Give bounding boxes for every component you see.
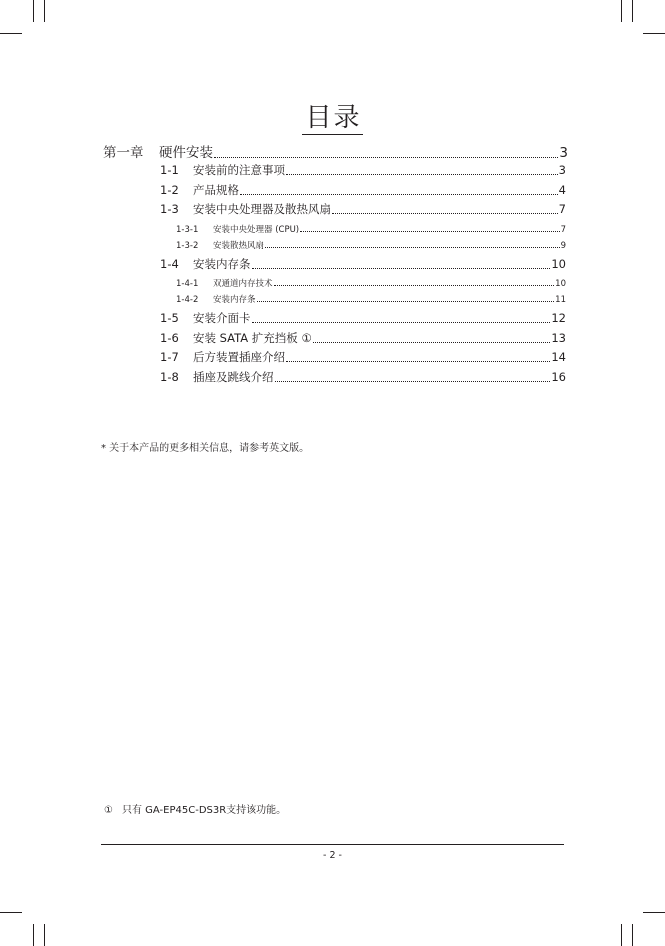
toc-label: 安装内存条 (213, 295, 256, 305)
toc-leader (240, 194, 558, 195)
crop-mark (0, 912, 22, 913)
toc-page: 7 (560, 225, 566, 235)
toc-page: 7 (558, 202, 566, 216)
toc-label: 产品规格 (193, 183, 239, 197)
toc-page: 14 (551, 350, 566, 364)
toc-leader (286, 361, 550, 362)
crop-mark (632, 0, 633, 22)
toc-page: 9 (560, 241, 566, 251)
toc-leader (252, 322, 551, 323)
toc-page: 10 (555, 279, 566, 289)
toc-leader (257, 301, 555, 302)
toc-number: 1-3-2 (176, 241, 199, 251)
toc-page: 13 (551, 331, 566, 345)
toc-number: 1-5 (160, 311, 179, 325)
toc-label: 安装中央处理器 (CPU) (213, 225, 300, 235)
toc-leader (332, 213, 558, 214)
toc-number: 1-4 (160, 257, 179, 271)
toc-entry-1-3-1[interactable] (176, 223, 566, 235)
toc-entry-1-3-2[interactable] (176, 239, 566, 251)
toc-label: 安装散热风扇 (213, 241, 265, 251)
crop-mark (632, 924, 633, 946)
crop-mark (33, 0, 34, 22)
footnote-text: 只有 GA-EP45C-DS3R支持该功能。 (122, 805, 287, 816)
toc-number: 1-1 (160, 163, 179, 177)
toc-label: 插座及跳线介绍 (193, 370, 274, 384)
toc-entry-1-7[interactable] (160, 349, 566, 365)
toc-label: 安装 SATA 扩充挡板 ① (193, 331, 312, 345)
toc-page: 12 (551, 311, 566, 325)
crop-mark (44, 924, 45, 946)
toc-entry-1-3[interactable] (160, 201, 566, 217)
crop-mark (621, 924, 622, 946)
toc-leader (274, 285, 555, 286)
toc-label: 安装前的注意事项 (193, 163, 285, 177)
toc-page: 11 (555, 295, 566, 305)
page-number: - 2 - (323, 850, 342, 861)
toc-label: 双通道内存技术 (213, 279, 273, 289)
toc-label: 安装中央处理器及散热风扇 (193, 202, 331, 216)
toc-number: 1-3 (160, 202, 179, 216)
toc-number: 1-2 (160, 183, 179, 197)
toc-page: 4 (558, 183, 566, 197)
toc-leader (214, 157, 558, 158)
toc-entry-1-5[interactable] (160, 310, 566, 326)
toc-page: 3 (558, 163, 566, 177)
toc-entry-1-4-1[interactable] (176, 277, 566, 289)
toc-number: 1-8 (160, 370, 179, 384)
toc-number: 1-4-2 (176, 295, 199, 305)
toc-label: 后方装置插座介绍 (193, 350, 285, 364)
toc-entry-1-1[interactable] (160, 162, 566, 178)
crop-mark (33, 924, 34, 946)
footnote (104, 801, 286, 816)
footer-rule (101, 844, 564, 845)
toc-entry-1-4-2[interactable] (176, 293, 566, 305)
toc-leader (252, 268, 551, 269)
toc-entry-1-8[interactable] (160, 369, 566, 385)
toc-entry-1-2[interactable] (160, 182, 566, 198)
toc-leader (300, 231, 559, 232)
toc-leader (286, 174, 558, 175)
toc-entry-1-4[interactable] (160, 256, 566, 272)
crop-mark (643, 912, 665, 913)
footnote-mark: ① (104, 805, 113, 816)
toc-number: 1-3-1 (176, 225, 199, 235)
toc-page: 10 (551, 257, 566, 271)
toc-label: 硬件安装 (159, 145, 213, 161)
toc-leader (275, 381, 551, 382)
toc-label: 安装介面卡 (193, 311, 251, 325)
toc-page: 3 (559, 145, 568, 161)
toc-leader (313, 342, 551, 343)
crop-mark (643, 33, 665, 34)
page-title: 目录 (0, 97, 665, 134)
toc-number: 1-4-1 (176, 279, 199, 289)
crop-mark (44, 0, 45, 22)
crop-mark (621, 0, 622, 22)
toc-page: 16 (551, 370, 566, 384)
toc-leader (265, 247, 560, 248)
toc-entry-1-6[interactable] (160, 330, 566, 346)
crop-mark (0, 33, 22, 34)
toc-label: 安装内存条 (193, 257, 251, 271)
toc-number: 1-6 (160, 331, 179, 345)
toc-entry-chapter-1[interactable] (103, 141, 568, 161)
more-info-note: * 关于本产品的更多相关信息，请参考英文版。 (101, 443, 310, 454)
toc-number: 1-7 (160, 350, 179, 364)
toc-number: 第一章 (103, 145, 144, 161)
